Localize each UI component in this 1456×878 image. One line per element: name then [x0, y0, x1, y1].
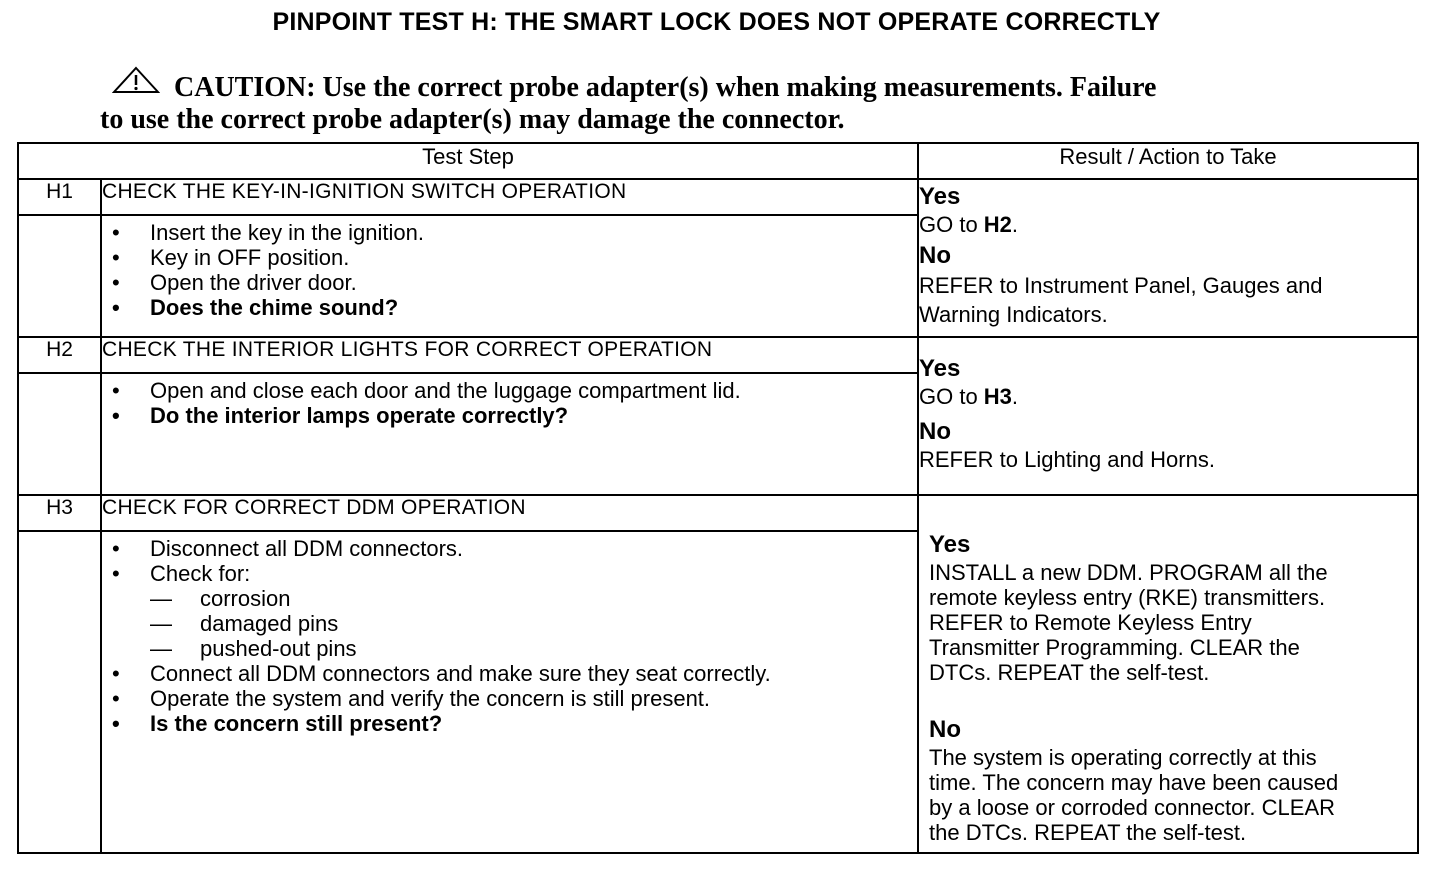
sub-list-item: — pushed-out pins: [150, 636, 917, 661]
result-h3-no-action: The system is operating correctly at this time. The concern may have been caused by a loose or corroded connector. CLEAR the DTCs. REPEAT the self-test.: [929, 745, 1339, 845]
step-id-h3: H3: [18, 495, 101, 531]
step-h2-body: [101, 373, 918, 495]
step-h1-heading-row: [18, 179, 1418, 215]
result-h2: [918, 337, 1418, 495]
list-item: • Open the driver door.: [112, 270, 917, 295]
step-h3-heading-row: [18, 495, 1418, 531]
result-h1-yes-label: Yes: [919, 183, 961, 210]
warning-triangle-icon: [112, 66, 160, 102]
result-h2-no-action: REFER to Lighting and Horns.: [919, 447, 1215, 472]
list-item: • Disconnect all DDM connectors.: [112, 536, 917, 561]
step-h2-question: • Do the interior lamps operate correctly?: [112, 403, 917, 428]
caution-line-2: to use the correct probe adapter(s) may damage the connector.: [100, 104, 845, 135]
goto-h2-ref: H2: [983, 212, 1012, 237]
list-item: • Open and close each door and the luggage compartment lid.: [112, 378, 917, 403]
step-h1-body: [101, 215, 918, 337]
step-heading-h3: CHECK FOR CORRECT DDM OPERATION: [101, 495, 918, 531]
sub-list-item: — damaged pins: [150, 611, 917, 636]
step-id-h2: H2: [18, 337, 101, 373]
table-header-row: [18, 143, 1418, 179]
caution-line-1: [100, 66, 1320, 104]
list-item: • Connect all DDM connectors and make sure they seat correctly.: [112, 661, 917, 686]
list-item: • Key in OFF position.: [112, 245, 917, 270]
list-item: • Insert the key in the ignition.: [112, 220, 917, 245]
step-h1-bullets: [102, 220, 917, 320]
result-h1-no-action: REFER to Instrument Panel, Gauges and Warning Indicators.: [919, 273, 1323, 327]
result-h3: [918, 495, 1418, 853]
result-h3-yes-action: INSTALL a new DDM. PROGRAM all the remote keyless entry (RKE) transmitters. REFER to Remote Keyless Entry Transmitter Programming. CLEAR the DTCs. REPEAT the self-test.: [929, 560, 1328, 685]
step-h3-body: [101, 531, 918, 853]
result-h1: [918, 179, 1418, 337]
step-h3-bullets: [102, 536, 917, 736]
goto-h3-ref: H3: [983, 384, 1012, 409]
caution-text-1: CAUTION: Use the correct probe adapter(s) when making measurements. Failure: [174, 72, 1157, 103]
step-heading-h2: CHECK THE INTERIOR LIGHTS FOR CORRECT OPERATION: [101, 337, 918, 373]
result-h3-yes-label: Yes: [929, 531, 971, 558]
list-item: • Operate the system and verify the concern is still present.: [112, 686, 917, 711]
step-h1-blank-cell: [18, 215, 101, 337]
list-item: • Check for: — corrosion — damaged pins — pushed-out pins: [112, 561, 917, 661]
step-h3-blank-cell: [18, 531, 101, 853]
result-h2-yes-action: GO to H3.: [919, 384, 1019, 409]
step-h2-heading-row: [18, 337, 1418, 373]
result-h2-yes-label: Yes: [919, 355, 961, 382]
step-h1-question: • Does the chime sound?: [112, 295, 917, 320]
result-h3-no-label: No: [929, 716, 961, 743]
header-test-step: Test Step: [18, 143, 918, 179]
caution-note: [100, 66, 1320, 136]
result-h1-yes-action: GO to H2.: [919, 212, 1019, 237]
check-for-sublist: [150, 586, 917, 661]
step-id-h1: H1: [18, 179, 101, 215]
step-heading-h1: CHECK THE KEY-IN-IGNITION SWITCH OPERATION: [101, 179, 918, 215]
header-result-action: Result / Action to Take: [918, 143, 1418, 179]
page-title: PINPOINT TEST H: THE SMART LOCK DOES NOT OPERATE CORRECTLY: [272, 8, 1161, 36]
result-h2-no-label: No: [919, 418, 951, 445]
pinpoint-test-table: [17, 142, 1419, 854]
step-h2-bullets: [102, 378, 917, 428]
result-h1-no-label: No: [919, 242, 951, 269]
sub-list-item: — corrosion: [150, 586, 917, 611]
step-h3-question: • Is the concern still present?: [112, 711, 917, 736]
step-h2-blank-cell: [18, 373, 101, 495]
